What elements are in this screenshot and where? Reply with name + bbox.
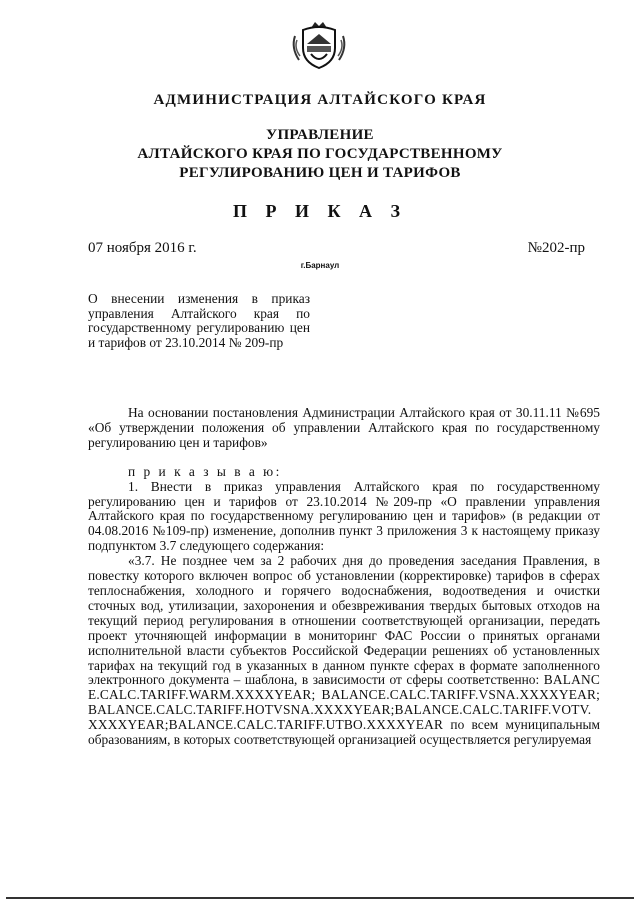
document-type-title: П Р И К А З [232, 201, 408, 221]
department-line: РЕГУЛИРОВАНИЮ ЦЕН И ТАРИФОВ [179, 165, 461, 181]
order-body [88, 406, 600, 748]
item-1-paragraph: 1. Внести в приказ управления Алтайского края по государственному регулированию цен и тарифов от 23.10.2014 №209-пр «О правлении управления Алтайского края по государственному регулированию цен и тарифов» (в редакции от 04.08.2016 №109-пр) изменение, дополнив пункт 3 приложения 3 к настоящему приказу подпунктом 3.7 следующего содержания: [88, 478, 600, 554]
template-codes: BALANCE.CALC.TARIFF.WARM.XXXXYEAR; BALANCE.CALC.TARIFF.VSNA.XXXXYEAR;BALANCE.CALC.TARIFF.HOTVSNA.XXXXYEAR;BALANCE.CALC.TARIFF.VOTV.XXXXYEAR;BALANCE.CALC.TARIFF.UTBO.XXXXYEAR [88, 672, 600, 733]
city-label: г.Барнаул [300, 261, 340, 270]
department-line: АЛТАЙСКОГО КРАЯ ПО ГОСУДАРСТВЕННОМУ [137, 146, 503, 162]
order-date: 07 ноября 2016 г. [88, 240, 197, 256]
order-word: п р и к а з ы в а ю: [128, 463, 282, 479]
coat-of-arms-icon [289, 14, 349, 74]
administration-title: АДМИНИСТРАЦИЯ АЛТАЙСКОГО КРАЯ [153, 92, 487, 108]
department-title [0, 126, 640, 183]
clause-text: «3.7. Не позднее чем за 2 рабочих дня до проведения заседания Правления, в повестку которого включен вопрос об установлении (корректировке) тарифов в сферах теплоснабжения, холодного и горячего водоснабжения, водоотведения и очистки сточных вод, утилизации, захоронения и обезвреживания твердых бытовых отходов на текущий период регулирования в отношении соответствующей организации, передать проект уточняющей информации в мониторинг ФАС России о принятых органами исполнительной власти субъектов Российской Федерации решениях об установленных тарифах на текущий год в указанных в данном пункте сферах в формате заполненного электронного документа – шаблона, в зависимости от сферы соответственно: [88, 553, 600, 688]
basis-paragraph: На основании постановления Администрации Алтайского края от 30.11.11 №695 «Об утверждении положения об управлении Алтайского края по государственному регулированию цен и тарифов» [88, 405, 600, 450]
clause-tail: по всем муниципальным образованиям, в которых соответствующей организацией осуществляется регулируемая [88, 717, 600, 748]
order-number: №202-пр [527, 240, 585, 256]
department-line: УПРАВЛЕНИЕ [266, 127, 374, 143]
clause-paragraph [88, 554, 600, 748]
page-bottom-edge [6, 897, 634, 899]
order-subject: О внесении изменения в приказ управления Алтайского края по государственному регулированию цен и тарифов от 23.10.2014 № 209-пр [88, 291, 310, 350]
